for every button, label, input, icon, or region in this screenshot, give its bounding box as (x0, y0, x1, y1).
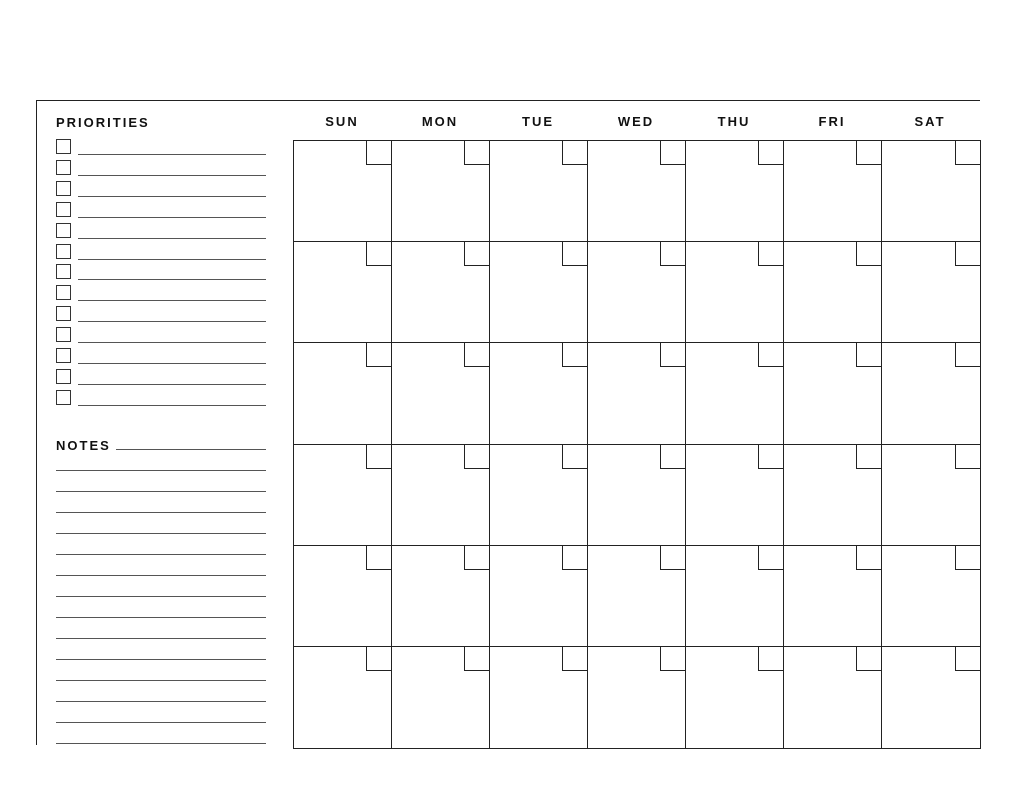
date-number-box[interactable] (856, 546, 881, 570)
date-number-box[interactable] (955, 647, 980, 671)
calendar-day-cell[interactable] (392, 546, 490, 647)
calendar-day-cell[interactable] (392, 647, 490, 748)
calendar-day-cell[interactable] (392, 445, 490, 546)
priority-item (56, 160, 266, 178)
date-number-box[interactable] (562, 343, 587, 367)
priority-item (56, 223, 266, 241)
priority-write-line[interactable] (78, 300, 266, 301)
date-number-box[interactable] (660, 546, 685, 570)
calendar-day-cell[interactable] (294, 546, 392, 647)
calendar-day-cell[interactable] (588, 141, 686, 242)
calendar-day-cell[interactable] (490, 141, 588, 242)
notes-title: NOTES (56, 438, 111, 453)
priority-checkbox[interactable] (56, 223, 71, 238)
date-number-box[interactable] (758, 343, 783, 367)
priority-item (56, 264, 266, 282)
calendar-day-cell[interactable] (294, 445, 392, 546)
date-number-box[interactable] (758, 141, 783, 165)
priority-checkbox[interactable] (56, 202, 71, 217)
calendar-day-cell[interactable] (686, 242, 784, 343)
priority-write-line[interactable] (78, 154, 266, 155)
priority-item (56, 285, 266, 303)
calendar-day-cell[interactable] (490, 445, 588, 546)
note-write-line[interactable] (56, 722, 266, 723)
calendar-day-cell[interactable] (784, 343, 882, 445)
calendar-day-cell[interactable] (784, 141, 882, 242)
note-write-line[interactable] (56, 575, 266, 576)
priority-checkbox[interactable] (56, 348, 71, 363)
date-number-box[interactable] (464, 343, 489, 367)
priority-write-line[interactable] (78, 175, 266, 176)
priority-item (56, 369, 266, 387)
priority-write-line[interactable] (78, 259, 266, 260)
calendar-day-cell[interactable] (392, 141, 490, 242)
calendar-day-cell[interactable] (686, 445, 784, 546)
calendar-day-cell[interactable] (294, 343, 392, 445)
day-header-thu: THU (717, 114, 751, 129)
priority-checkbox[interactable] (56, 244, 71, 259)
priority-checkbox[interactable] (56, 369, 71, 384)
date-number-box[interactable] (366, 141, 391, 165)
calendar-day-cell[interactable] (294, 141, 392, 242)
priority-checkbox[interactable] (56, 327, 71, 342)
date-number-box[interactable] (856, 242, 881, 266)
calendar-day-cell[interactable] (490, 343, 588, 445)
note-write-line[interactable] (56, 617, 266, 618)
date-number-box[interactable] (366, 546, 391, 570)
priorities-title: PRIORITIES (56, 115, 150, 130)
calendar-day-cell[interactable] (588, 445, 686, 546)
date-number-box[interactable] (955, 546, 980, 570)
date-number-box[interactable] (955, 141, 980, 165)
priority-write-line[interactable] (78, 342, 266, 343)
priority-write-line[interactable] (78, 405, 266, 406)
calendar-day-cell[interactable] (784, 546, 882, 647)
date-number-box[interactable] (955, 445, 980, 469)
date-number-box[interactable] (660, 141, 685, 165)
priority-item (56, 202, 266, 220)
date-number-box[interactable] (366, 647, 391, 671)
calendar-day-cell[interactable] (490, 242, 588, 343)
priority-write-line[interactable] (78, 363, 266, 364)
date-number-box[interactable] (464, 445, 489, 469)
priority-write-line[interactable] (78, 196, 266, 197)
notes-title-line (116, 449, 266, 450)
date-number-box[interactable] (856, 647, 881, 671)
calendar-day-cell[interactable] (588, 647, 686, 748)
priority-item (56, 181, 266, 199)
page-frame-left (36, 100, 37, 745)
priority-write-line[interactable] (78, 217, 266, 218)
note-write-line[interactable] (56, 638, 266, 639)
calendar-day-cell[interactable] (294, 242, 392, 343)
calendar-day-cell[interactable] (588, 546, 686, 647)
day-header-mon: MON (421, 114, 459, 129)
note-write-line[interactable] (56, 491, 266, 492)
date-number-box[interactable] (366, 343, 391, 367)
page-frame-top (36, 100, 980, 101)
date-number-box[interactable] (660, 445, 685, 469)
calendar-day-cell[interactable] (686, 141, 784, 242)
note-write-line[interactable] (56, 533, 266, 534)
date-number-box[interactable] (366, 445, 391, 469)
note-write-line[interactable] (56, 596, 266, 597)
date-number-box[interactable] (758, 445, 783, 469)
date-number-box[interactable] (758, 647, 783, 671)
priority-item (56, 306, 266, 324)
note-write-line[interactable] (56, 470, 266, 471)
calendar-day-cell[interactable] (392, 343, 490, 445)
calendar-day-cell[interactable] (882, 546, 980, 647)
date-number-box[interactable] (856, 343, 881, 367)
priority-write-line[interactable] (78, 279, 266, 280)
date-number-box[interactable] (955, 343, 980, 367)
day-header-fri: FRI (818, 114, 846, 129)
calendar-day-cell[interactable] (882, 343, 980, 445)
calendar-day-cell[interactable] (490, 647, 588, 748)
date-number-box[interactable] (562, 546, 587, 570)
priority-checkbox[interactable] (56, 181, 71, 196)
priority-item (56, 390, 266, 408)
date-number-box[interactable] (562, 445, 587, 469)
calendar-day-cell[interactable] (784, 647, 882, 748)
priority-item (56, 327, 266, 345)
note-write-line[interactable] (56, 554, 266, 555)
date-number-box[interactable] (562, 647, 587, 671)
date-number-box[interactable] (660, 242, 685, 266)
calendar-day-cell[interactable] (686, 647, 784, 748)
day-header-sat: SAT (914, 114, 946, 129)
calendar-grid (293, 140, 981, 749)
date-number-box[interactable] (758, 242, 783, 266)
date-number-box[interactable] (856, 141, 881, 165)
day-header-sun: SUN (325, 114, 359, 129)
priority-item (56, 348, 266, 366)
date-number-box[interactable] (464, 141, 489, 165)
calendar-day-cell[interactable] (588, 343, 686, 445)
date-number-box[interactable] (660, 647, 685, 671)
priority-item (56, 244, 266, 262)
date-number-box[interactable] (856, 445, 881, 469)
day-header-wed: WED (617, 114, 655, 129)
date-number-box[interactable] (464, 242, 489, 266)
priority-checkbox[interactable] (56, 285, 71, 300)
date-number-box[interactable] (464, 546, 489, 570)
calendar-day-cell[interactable] (294, 647, 392, 748)
calendar-day-cell[interactable] (882, 647, 980, 748)
date-number-box[interactable] (562, 141, 587, 165)
calendar-day-cell[interactable] (686, 546, 784, 647)
date-number-box[interactable] (366, 242, 391, 266)
note-write-line[interactable] (56, 680, 266, 681)
date-number-box[interactable] (955, 242, 980, 266)
priority-item (56, 139, 266, 157)
date-number-box[interactable] (562, 242, 587, 266)
priority-write-line[interactable] (78, 384, 266, 385)
note-write-line[interactable] (56, 743, 266, 744)
priority-write-line[interactable] (78, 321, 266, 322)
calendar-day-cell[interactable] (882, 141, 980, 242)
priority-checkbox[interactable] (56, 160, 71, 175)
priority-checkbox[interactable] (56, 306, 71, 321)
calendar-day-cell[interactable] (392, 242, 490, 343)
note-write-line[interactable] (56, 512, 266, 513)
calendar-day-cell[interactable] (686, 343, 784, 445)
note-write-line[interactable] (56, 659, 266, 660)
priority-checkbox[interactable] (56, 390, 71, 405)
calendar-day-cell[interactable] (882, 445, 980, 546)
priority-checkbox[interactable] (56, 264, 71, 279)
calendar-day-cell[interactable] (784, 445, 882, 546)
priority-write-line[interactable] (78, 238, 266, 239)
day-header-tue: TUE (522, 114, 554, 129)
calendar-day-cell[interactable] (882, 242, 980, 343)
date-number-box[interactable] (660, 343, 685, 367)
calendar-day-cell[interactable] (490, 546, 588, 647)
calendar-day-cell[interactable] (588, 242, 686, 343)
date-number-box[interactable] (464, 647, 489, 671)
calendar-day-cell[interactable] (784, 242, 882, 343)
note-write-line[interactable] (56, 701, 266, 702)
date-number-box[interactable] (758, 546, 783, 570)
priority-checkbox[interactable] (56, 139, 71, 154)
